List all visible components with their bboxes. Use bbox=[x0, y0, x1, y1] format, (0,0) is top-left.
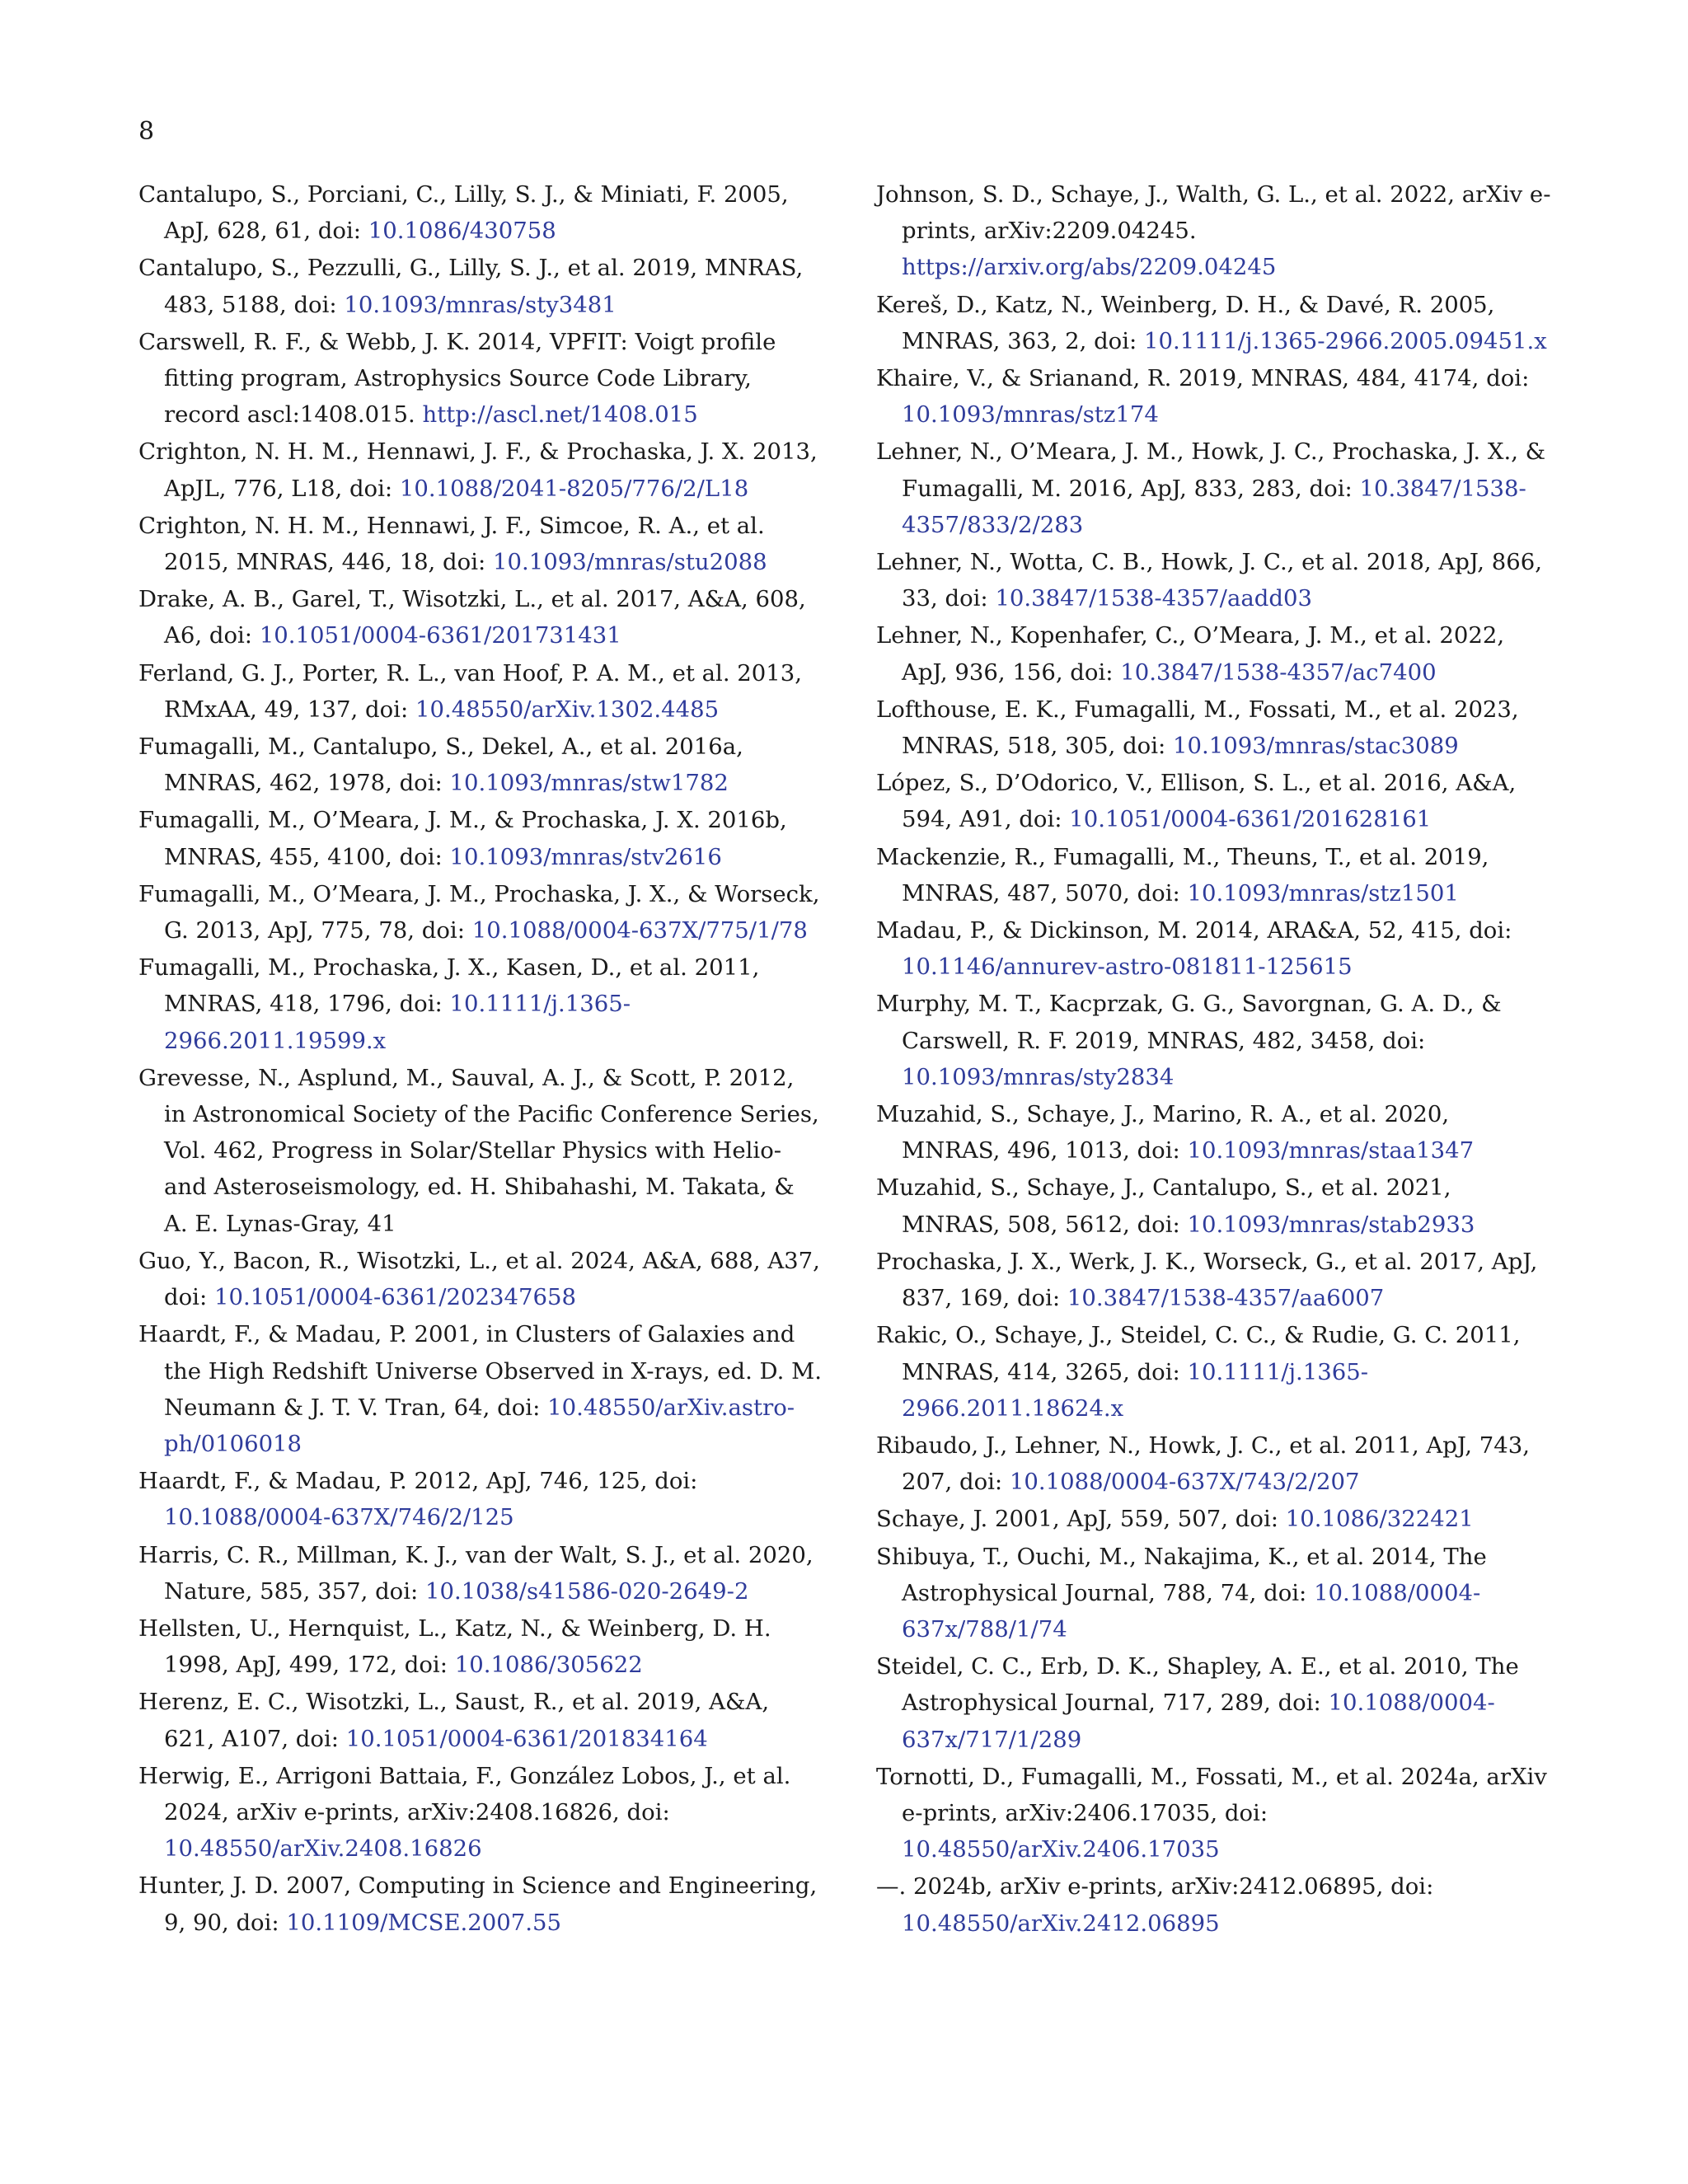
reference-entry bbox=[876, 1169, 1552, 1242]
reference-entry bbox=[876, 1868, 1552, 1941]
reference-entry bbox=[876, 617, 1552, 690]
reference-doi-link[interactable]: 10.1093/mnras/sty3481 bbox=[344, 291, 617, 318]
reference-text: Ferland, G. J., Porter, R. L., van Hoof, P. A. M., et al. 2013, RMxAA, 49, 137, doi: bbox=[138, 659, 803, 723]
reference-entry bbox=[876, 1427, 1552, 1500]
reference-doi-link[interactable]: 10.3847/1538-4357/aa6007 bbox=[1067, 1285, 1385, 1312]
reference-text: Ribaudo, J., Lehner, N., Howk, J. C., et al. 2011, ApJ, 743, 207, doi: bbox=[876, 1432, 1531, 1496]
reference-doi-link[interactable]: 10.1093/mnras/sty2834 bbox=[902, 1063, 1175, 1090]
reference-doi-link[interactable]: 10.48550/arXiv.2406.17035 bbox=[902, 1836, 1220, 1863]
reference-entry bbox=[138, 876, 823, 949]
reference-doi-link[interactable]: https://arxiv.org/abs/2209.04245 bbox=[902, 254, 1277, 281]
reference-entry bbox=[138, 1758, 823, 1868]
reference-text: Carswell, R. F., & Webb, J. K. 2014, VPFIT: Voigt profile fitting program, Astrophysics Source Code Library, record ascl:1408.015. bbox=[138, 328, 776, 429]
reference-entry bbox=[138, 1316, 823, 1462]
reference-entry bbox=[138, 1537, 823, 1610]
reference-entry bbox=[876, 1539, 1552, 1648]
reference-doi-link[interactable]: 10.1093/mnras/stab2933 bbox=[1187, 1211, 1475, 1238]
reference-doi-link[interactable]: 10.1086/305622 bbox=[454, 1652, 643, 1679]
reference-text: Cantalupo, S., Pezzulli, G., Lilly, S. J., et al. 2019, MNRAS, 483, 5188, doi: bbox=[138, 255, 804, 318]
reference-text: Steidel, C. C., Erb, D. K., Shapley, A. E., et al. 2010, The Astrophysical Journal, 717, 289, doi: bbox=[876, 1653, 1519, 1717]
reference-doi-link[interactable]: 10.1111/j.1365-2966.2011.18624.x bbox=[902, 1358, 1369, 1422]
reference-entry bbox=[876, 1096, 1552, 1169]
reference-text: Cantalupo, S., Porciani, C., Lilly, S. J., & Miniati, F. 2005, ApJ, 628, 61, doi: bbox=[138, 181, 789, 245]
reference-entry bbox=[138, 949, 823, 1059]
reference-text: —. 2024b, arXiv e-prints, arXiv:2412.06895, doi: bbox=[876, 1873, 1434, 1900]
reference-entry bbox=[138, 324, 823, 434]
reference-entry bbox=[876, 1317, 1552, 1427]
reference-entry bbox=[138, 729, 823, 801]
reference-doi-link[interactable]: 10.1088/0004-637x/717/1/289 bbox=[902, 1690, 1495, 1753]
reference-text: Kereš, D., Katz, N., Weinberg, D. H., & Davé, R. 2005, MNRAS, 363, 2, doi: bbox=[876, 291, 1495, 354]
reference-doi-link[interactable]: 10.1093/mnras/stw1782 bbox=[449, 770, 729, 797]
reference-text: Haardt, F., & Madau, P. 2012, ApJ, 746, 125, doi: bbox=[138, 1468, 698, 1495]
reference-entry bbox=[138, 176, 823, 249]
reference-entry bbox=[876, 360, 1552, 433]
reference-doi-link[interactable]: 10.48550/arXiv.2408.16826 bbox=[164, 1835, 482, 1863]
reference-doi-link[interactable]: 10.3847/1538-4357/833/2/283 bbox=[902, 475, 1526, 538]
reference-text: Guo, Y., Bacon, R., Wisotzki, L., et al. 2024, A&A, 688, A37, doi: bbox=[138, 1247, 820, 1311]
reference-doi-link[interactable]: 10.1051/0004-6361/202347658 bbox=[213, 1284, 576, 1311]
reference-text: Fumagalli, M., Cantalupo, S., Dekel, A., et al. 2016a, MNRAS, 462, 1978, doi: bbox=[138, 733, 743, 797]
reference-doi-link[interactable]: 10.1088/0004-637x/788/1/74 bbox=[902, 1579, 1481, 1643]
reference-text: Rakic, O., Schaye, J., Steidel, C. C., & Rudie, G. C. 2011, MNRAS, 414, 3265, doi: bbox=[876, 1322, 1521, 1385]
reference-entry bbox=[876, 1759, 1552, 1868]
reference-entry bbox=[876, 839, 1552, 912]
reference-doi-link[interactable]: 10.1051/0004-6361/201731431 bbox=[259, 622, 621, 649]
reference-doi-link[interactable]: 10.1111/j.1365-2966.2005.09451.x bbox=[1144, 327, 1547, 354]
page-number: 8 bbox=[138, 117, 155, 146]
reference-text: Lehner, N., Wotta, C. B., Howk, J. C., et al. 2018, ApJ, 866, 33, doi: bbox=[876, 549, 1542, 612]
reference-text: Crighton, N. H. M., Hennawi, J. F., Simcoe, R. A., et al. 2015, MNRAS, 446, 18, doi: bbox=[138, 512, 765, 576]
reference-text: Muzahid, S., Schaye, J., Marino, R. A., et al. 2020, MNRAS, 496, 1013, doi: bbox=[876, 1101, 1450, 1165]
reference-text: Lehner, N., Kopenhafer, C., O’Meara, J. M., et al. 2022, ApJ, 936, 156, doi: bbox=[876, 622, 1505, 686]
reference-doi-link[interactable]: 10.1088/2041-8205/776/2/L18 bbox=[399, 475, 749, 502]
reference-doi-link[interactable]: 10.1051/0004-6361/201628161 bbox=[1069, 806, 1432, 833]
reference-text: Fumagalli, M., O’Meara, J. M., & Prochaska, J. X. 2016b, MNRAS, 455, 4100, doi: bbox=[138, 807, 787, 870]
reference-entry bbox=[876, 912, 1552, 985]
reference-text: Murphy, M. T., Kacprzak, G. G., Savorgnan, G. A. D., & Carswell, R. F. 2019, MNRAS, 482, 3458, doi: bbox=[876, 991, 1502, 1054]
reference-text: Mackenzie, R., Fumagalli, M., Theuns, T., et al. 2019, MNRAS, 487, 5070, doi: bbox=[876, 843, 1489, 907]
reference-doi-link[interactable]: 10.1146/annurev-astro-081811-125615 bbox=[902, 954, 1353, 981]
reference-entry bbox=[138, 1243, 823, 1315]
reference-doi-link[interactable]: 10.1093/mnras/stac3089 bbox=[1173, 733, 1459, 760]
reference-text: Crighton, N. H. M., Hennawi, J. F., & Prochaska, J. X. 2013, ApJL, 776, L18, doi: bbox=[138, 438, 818, 502]
reference-entry bbox=[138, 802, 823, 874]
reference-text: Herenz, E. C., Wisotzki, L., Saust, R., et al. 2019, A&A, 621, A107, doi: bbox=[138, 1689, 770, 1752]
references-right-column bbox=[876, 176, 1552, 1943]
reference-text: Khaire, V., & Srianand, R. 2019, MNRAS, 484, 4174, doi: bbox=[876, 365, 1530, 392]
reference-doi-link[interactable]: 10.1093/mnras/stv2616 bbox=[449, 843, 722, 870]
references-left-column bbox=[138, 176, 823, 1942]
reference-entry bbox=[138, 1684, 823, 1756]
reference-entry bbox=[876, 986, 1552, 1095]
reference-doi-link[interactable]: 10.1088/0004-637X/743/2/207 bbox=[1009, 1469, 1360, 1496]
reference-text: Lofthouse, E. K., Fumagalli, M., Fossati, M., et al. 2023, MNRAS, 518, 305, doi: bbox=[876, 696, 1519, 760]
reference-entry bbox=[138, 1060, 823, 1242]
reference-text: Fumagalli, M., O’Meara, J. M., Prochaska, J. X., & Worseck, G. 2013, ApJ, 775, 78, doi: bbox=[138, 880, 820, 944]
reference-entry bbox=[876, 1501, 1552, 1537]
reference-entry bbox=[876, 176, 1552, 286]
reference-doi-link[interactable]: 10.1111/j.1365-2966.2011.19599.x bbox=[164, 991, 631, 1054]
reference-doi-link[interactable]: 10.48550/arXiv.astro-ph/0106018 bbox=[164, 1394, 795, 1457]
reference-doi-link[interactable]: 10.1093/mnras/stu2088 bbox=[493, 549, 767, 576]
reference-entry bbox=[138, 655, 823, 728]
reference-text: Haardt, F., & Madau, P. 2001, in Clusters of Galaxies and the High Redshift Universe Observed in X-rays, ed. D. M. Neumann & J. T. V. Tran, 64, doi: bbox=[138, 1321, 823, 1421]
reference-text: Schaye, J. 2001, ApJ, 559, 507, doi: bbox=[876, 1506, 1286, 1533]
reference-doi-link[interactable]: 10.1093/mnras/stz174 bbox=[902, 401, 1159, 429]
reference-doi-link[interactable]: 10.3847/1538-4357/ac7400 bbox=[1120, 658, 1437, 686]
reference-entry bbox=[138, 434, 823, 506]
reference-text: Madau, P., & Dickinson, M. 2014, ARA&A, 52, 415, doi: bbox=[876, 917, 1512, 944]
reference-entry bbox=[138, 1610, 823, 1683]
reference-entry bbox=[138, 508, 823, 580]
reference-entry bbox=[876, 287, 1552, 359]
reference-entry bbox=[876, 1648, 1552, 1758]
reference-text: Hunter, J. D. 2007, Computing in Science and Engineering, 9, 90, doi: bbox=[138, 1872, 818, 1936]
reference-text: López, S., D’Odorico, V., Ellison, S. L., et al. 2016, A&A, 594, A91, doi: bbox=[876, 770, 1517, 833]
reference-entry bbox=[876, 765, 1552, 837]
reference-doi-link[interactable]: 10.1051/0004-6361/201834164 bbox=[345, 1725, 708, 1752]
reference-text: Muzahid, S., Schaye, J., Cantalupo, S., et al. 2021, MNRAS, 508, 5612, doi: bbox=[876, 1174, 1451, 1238]
reference-entry bbox=[876, 544, 1552, 616]
reference-text: Johnson, S. D., Schaye, J., Walth, G. L., et al. 2022, arXiv e-prints, arXiv:2209.04245. bbox=[876, 181, 1551, 245]
reference-doi-link[interactable]: 10.1086/322421 bbox=[1285, 1506, 1474, 1533]
reference-text: Herwig, E., Arrigoni Battaia, F., González Lobos, J., et al. 2024, arXiv e-prints, arXiv:2408.16826, doi: bbox=[138, 1762, 791, 1825]
reference-doi-link[interactable]: 10.1038/s41586-020-2649-2 bbox=[425, 1577, 749, 1605]
reference-doi-link[interactable]: 10.48550/arXiv.2412.06895 bbox=[902, 1910, 1220, 1937]
reference-text: Fumagalli, M., Prochaska, J. X., Kasen, D., et al. 2011, MNRAS, 418, 1796, doi: bbox=[138, 954, 760, 1018]
reference-doi-link[interactable]: 10.1093/mnras/stz1501 bbox=[1187, 879, 1459, 907]
reference-entry bbox=[138, 581, 823, 654]
reference-doi-link[interactable]: 10.1088/0004-637X/746/2/125 bbox=[164, 1504, 514, 1531]
reference-doi-link[interactable]: 10.1088/0004-637X/775/1/78 bbox=[471, 917, 808, 944]
reference-text: Grevesse, N., Asplund, M., Sauval, A. J., & Scott, P. 2012, in Astronomical Society of the Pacific Conference Series, Vol. 462, Progress in Solar/Stellar Physics with Helio- and Asteroseismology, ed. H. Shibahashi, M. Takata, & A. E. Lynas-Gray, 41 bbox=[138, 1064, 819, 1237]
reference-text: Tornotti, D., Fumagalli, M., Fossati, M., et al. 2024a, arXiv e-prints, arXiv:2406.17035, doi: bbox=[876, 1763, 1547, 1826]
reference-doi-link[interactable]: 10.48550/arXiv.1302.4485 bbox=[415, 696, 720, 723]
reference-doi-link[interactable]: 10.3847/1538-4357/aadd03 bbox=[995, 585, 1312, 612]
reference-doi-link[interactable]: http://ascl.net/1408.015 bbox=[422, 401, 698, 429]
reference-entry bbox=[876, 434, 1552, 543]
reference-entry bbox=[138, 250, 823, 322]
reference-text: Drake, A. B., Garel, T., Wisotzki, L., et al. 2017, A&A, 608, A6, doi: bbox=[138, 586, 806, 649]
reference-text: Hellsten, U., Hernquist, L., Katz, N., & Weinberg, D. H. 1998, ApJ, 499, 172, doi: bbox=[138, 1615, 771, 1679]
reference-entry bbox=[876, 1244, 1552, 1316]
reference-text: Harris, C. R., Millman, K. J., van der Walt, S. J., et al. 2020, Nature, 585, 357, doi: bbox=[138, 1541, 814, 1605]
reference-entry bbox=[138, 1868, 823, 1940]
reference-entry bbox=[138, 1463, 823, 1535]
reference-doi-link[interactable]: 10.1086/430758 bbox=[368, 218, 556, 245]
reference-text: Prochaska, J. X., Werk, J. K., Worseck, G., et al. 2017, ApJ, 837, 169, doi: bbox=[876, 1248, 1538, 1312]
reference-entry bbox=[876, 691, 1552, 764]
reference-doi-link[interactable]: 10.1109/MCSE.2007.55 bbox=[286, 1909, 561, 1936]
reference-text: Shibuya, T., Ouchi, M., Nakajima, K., et al. 2014, The Astrophysical Journal, 788, 74, doi: bbox=[876, 1543, 1487, 1606]
reference-doi-link[interactable]: 10.1093/mnras/staa1347 bbox=[1187, 1137, 1475, 1165]
reference-text: Lehner, N., O’Meara, J. M., Howk, J. C., Prochaska, J. X., & Fumagalli, M. 2016, ApJ, 833, 283, doi: bbox=[876, 438, 1546, 502]
